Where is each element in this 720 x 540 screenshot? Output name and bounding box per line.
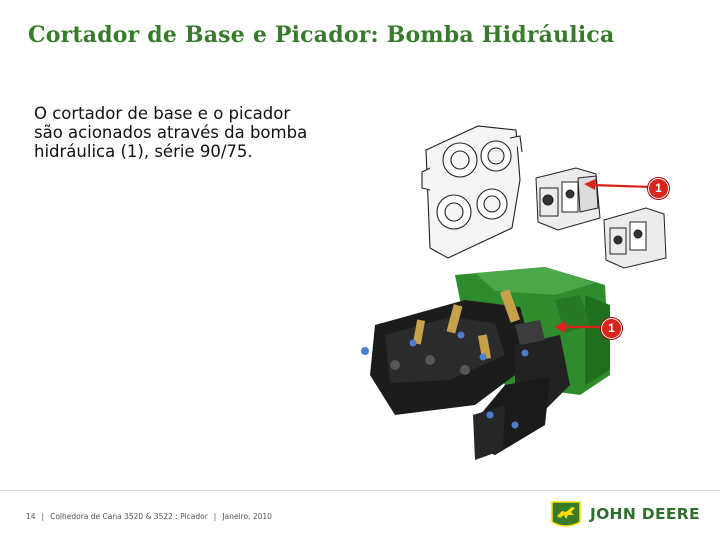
callout-marker: 1 [648, 178, 669, 199]
description-line: hidráulica (1), série 90/75. [34, 142, 253, 161]
description-line: são acionados através da bomba [34, 123, 308, 142]
footer-date: Janeiro, 2010 [222, 512, 272, 521]
description-line: O cortador de base e o picador [34, 104, 291, 123]
deer-logo-icon [550, 500, 582, 530]
footer-text: Colhedora de Cana 3520 & 3522 : Picador [50, 512, 208, 521]
slide-title: Cortador de Base e Picador: Bomba Hidráulica [28, 22, 615, 48]
callout-marker: 1 [601, 318, 622, 339]
pump-assembly-illustration [355, 265, 625, 465]
footer: 14 | Colhedora de Cana 3520 & 3522 : Picador | Janeiro, 2010 [26, 512, 272, 521]
logo-wordmark: JOHN DEERE [590, 505, 700, 523]
page-number: 14 [26, 512, 36, 521]
footer-divider [0, 490, 720, 491]
description-text [34, 104, 374, 161]
john-deere-logo [550, 500, 700, 530]
